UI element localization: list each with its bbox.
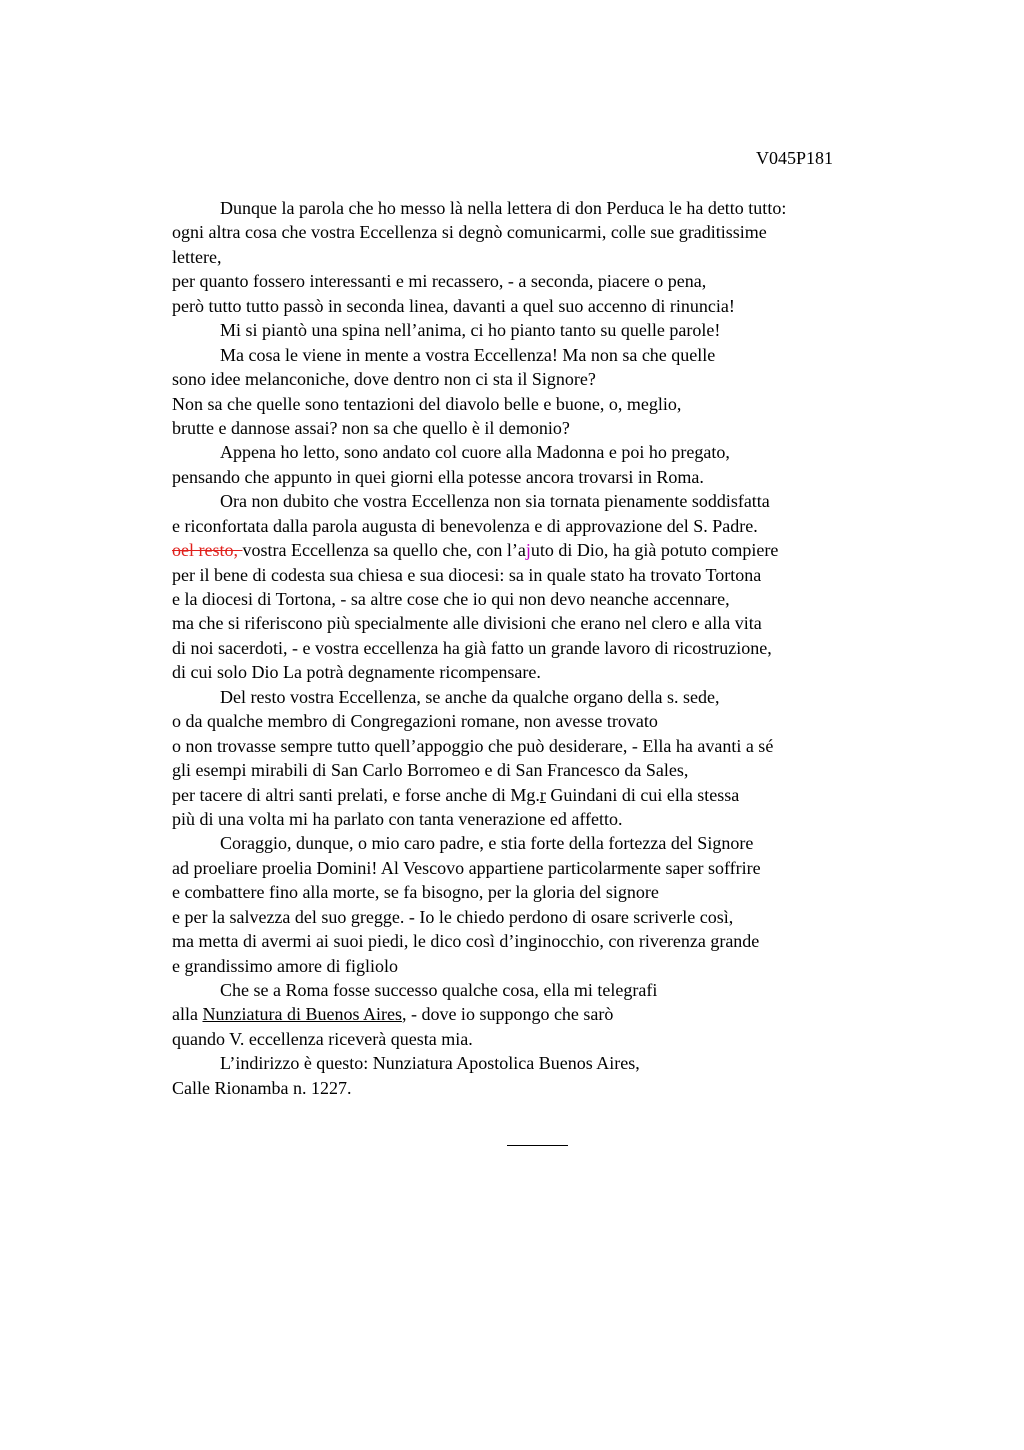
text-line: o da qualche membro di Congregazioni romane, non avesse trovato <box>172 711 658 732</box>
text-line: e combattere fino alla morte, se fa bisogno, per la gloria del signore <box>172 882 659 903</box>
text-line: ad proeliare proelia Domini! Al Vescovo appartiene particolarmente saper soffrire <box>172 857 761 878</box>
end-rule <box>507 1145 568 1146</box>
text-segment: alla <box>172 1004 203 1025</box>
text-segment: Guindani di cui ella stessa <box>545 784 740 805</box>
text-line: Ora non dubito che vostra Eccellenza non sia tornata pienamente soddisfatta <box>220 491 770 512</box>
text-line: Mi si piantò una spina nell’anima, ci ho pianto tanto su quelle parole! <box>220 320 721 341</box>
text-line: sono idee melanconiche, dove dentro non ci sta il Signore? <box>172 369 596 390</box>
page-id: V045P181 <box>756 148 834 168</box>
text-line: e riconfortata dalla parola augusta di benevolenza e di approvazione del S. Padre. <box>172 515 758 536</box>
text-line <box>172 1002 872 1026</box>
text-segment: vostra Eccellenza sa quello che, con l’a <box>242 540 526 561</box>
text-line: Calle Rionamba n. 1227. <box>172 1077 352 1098</box>
text-segment: per tacere di altri santi prelati, e forse anche di Mg. <box>172 784 540 805</box>
underlined-text: Nunziatura di Buenos Aires <box>202 1004 402 1025</box>
text-line: e grandissimo amore di figliolo <box>172 955 398 976</box>
text-line: L’indirizzo è questo: Nunziatura Apostolica Buenos Aires, <box>220 1053 640 1074</box>
text-line: Del resto vostra Eccellenza, se anche da qualche organo della s. sede, <box>220 686 720 707</box>
text-line: Dunque la parola che ho messo là nella lettera di don Perduca le ha detto tutto: <box>220 198 787 218</box>
text-line: Appena ho letto, sono andato col cuore alla Madonna e poi ho pregato, <box>220 442 730 463</box>
text-line: quando V. eccellenza riceverà questa mia. <box>172 1028 473 1049</box>
text-line: brutte e dannose assai? non sa che quello è il demonio? <box>172 417 570 438</box>
text-line: ogni altra cosa che vostra Eccellenza si degnò comunicarmi, colle sue graditissime <box>172 222 767 243</box>
text-line: però tutto tutto passò in seconda linea, davanti a quel suo accenno di rinuncia! <box>172 295 735 316</box>
text-line: di cui solo Dio La potrà degnamente ricompensare. <box>172 662 541 683</box>
text-line: ma metta di avermi ai suoi piedi, le dico così d’inginocchio, con riverenza grande <box>172 931 760 952</box>
text-line: per il bene di codesta sua chiesa e sua diocesi: sa in quale stato ha trovato Tortona <box>172 564 762 585</box>
text-line: più di una volta mi ha parlato con tanta venerazione ed affetto. <box>172 808 623 829</box>
text-line <box>172 783 872 807</box>
text-line: gli esempi mirabili di San Carlo Borromeo e di San Francesco da Sales, <box>172 760 689 781</box>
text-line: ma che si riferiscono più specialmente alle divisioni che erano nel clero e alla vita <box>172 613 762 634</box>
text-line: per quanto fossero interessanti e mi recassero, - a seconda, piacere o pena, <box>172 271 707 292</box>
text-line: lettere, <box>172 246 222 267</box>
text-line: o non trovasse sempre tutto quell’appoggio che può desiderare, - Ella ha avanti a sé <box>172 735 774 756</box>
inserted-letter: j <box>525 540 531 561</box>
text-line: Non sa che quelle sono tentazioni del diavolo belle e buone, o, meglio, <box>172 393 682 414</box>
text-segment: uto di Dio, ha già potuto compiere <box>530 540 779 561</box>
text-line: e per la salvezza del suo gregge. - Io le chiedo perdono di osare scriverle così, <box>172 906 734 927</box>
text-line: di noi sacerdoti, - e vostra eccellenza ha già fatto un grande lavoro di ricostruzione, <box>172 637 772 658</box>
text-segment: , - dove io suppongo che sarò <box>401 1004 614 1025</box>
text-line: e la diocesi di Tortona, - sa altre cose che io qui non devo neanche accennare, <box>172 589 730 609</box>
text-line: pensando che appunto in quei giorni ella potesse ancora trovarsi in Roma. <box>172 466 704 487</box>
letter-body <box>172 196 872 1100</box>
text-line: Che se a Roma fosse successo qualche cosa, ella mi telegrafi <box>220 980 658 1000</box>
text-line: Coraggio, dunque, o mio caro padre, e stia forte della fortezza del Signore <box>220 833 754 854</box>
underlined-text: r <box>539 784 546 805</box>
struck-through-text: oel resto, <box>172 540 243 561</box>
text-line: Ma cosa le viene in mente a vostra Eccellenza! Ma non sa che quelle <box>220 344 716 365</box>
text-line <box>172 538 872 562</box>
